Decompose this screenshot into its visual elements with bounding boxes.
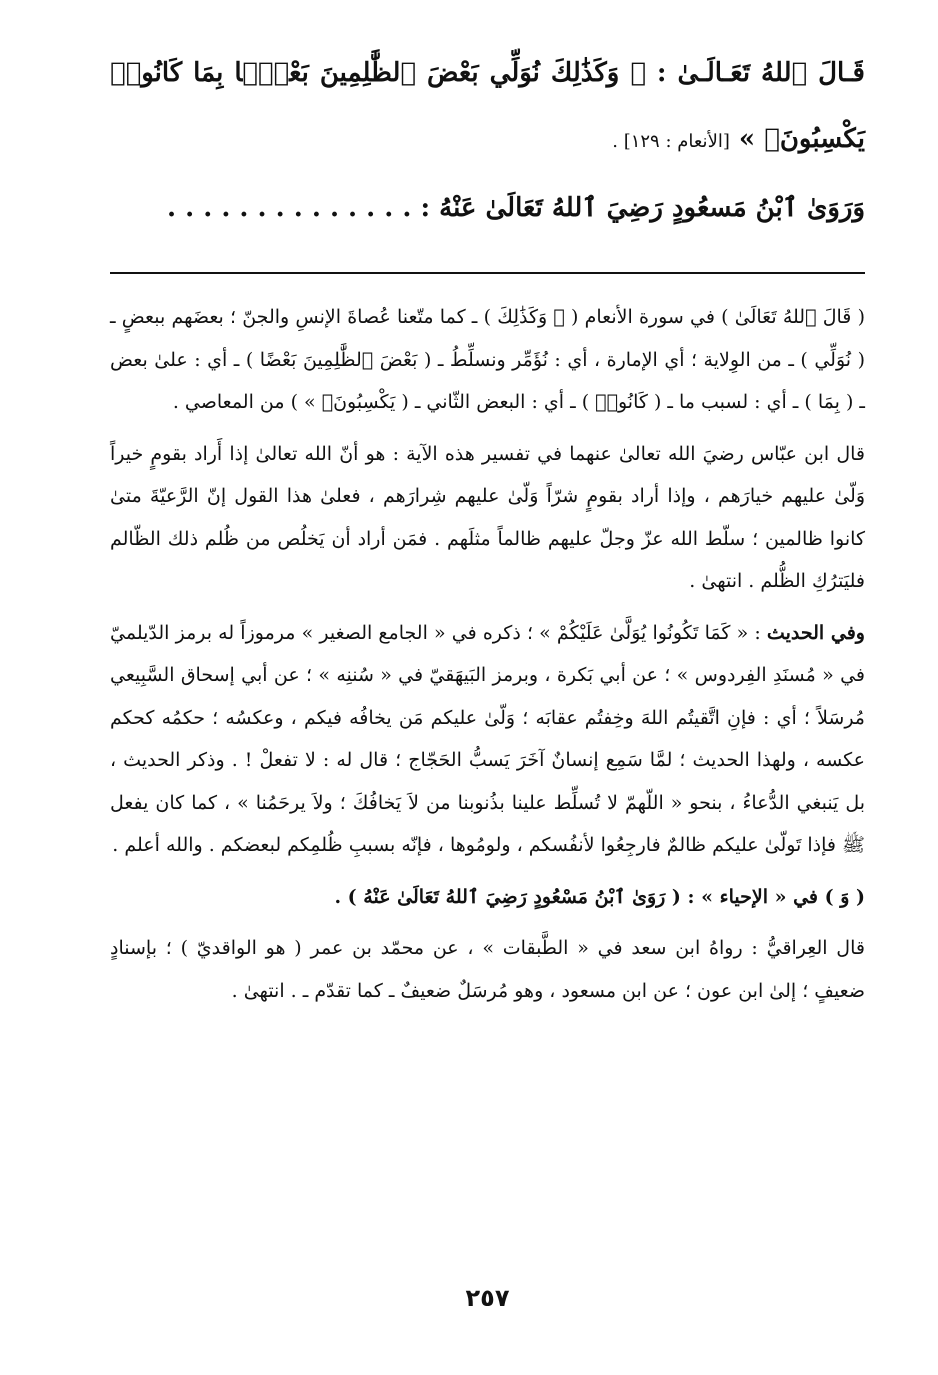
commentary-paragraph-3 xyxy=(110,612,865,867)
footnote-divider xyxy=(110,272,865,274)
verse-reference: [الأنعام : ١٢٩] . xyxy=(612,131,730,152)
matn-narration-text: وَرَوَىٰ ٱبْنُ مَسعُودٍ رَضِيَ ٱللهُ تَعَالَىٰ عَنْهُ : xyxy=(420,193,865,223)
ellipsis-dots: . . . . . . . . . . . . . . xyxy=(167,193,412,223)
matn-verse-text: قَـالَ ٱللهُ تَعَـالَـىٰ : ﴿ وَكَذَٰلِكَ نُوَلِّي بَعْضَ ٱلظَّٰلِمِينَ بَعْضًۢا بِمَا كَانُوا۟ يَكْسِبُونَ﴾ » xyxy=(110,58,865,154)
hadith-text: : « كَمَا تَكُونُوا يُوَلَّىٰ عَلَيْكُمْ » ؛ ذكره في « الجامع الصغير » مرموزاً له برمز الدّيلميّ في « مُسنَدِ الفِردوس » ؛ عن أبي بَكرة ، وبرمز البَيهَقيّ في « سُننِه » ؛ عن أبي إسحاق السَّبِيعي مُرسَلاً ؛ أي : فإنِ اتَّقيتُم اللهَ وخِفتُم عقابَه ؛ وَلّىٰ عليكم مَن يخافُه فيكم ، وعكسُه ؛ حكمُه كحكم عكسه ، ولهذا الحديث ؛ لمَّا سَمِع إنسانٌ آخَرَ يَسبُّ الحَجّاج ؛ قال له : لا تفعلْ ! . وذكر الحديث ، بل يَنبغي الدُّعاءُ ، بنحو « اللّهمّ لا تُسلِّط علينا بذُنوبنا من لاَ يَخافُكَ ؛ ولاَ يرحَمُنا » ، كما كان يفعل ﷺ فإذا تَولّىٰ عليكم ظالمٌ فارجِعُوا لأنفُسكم ، ولومُوها ، فإنّه بسببِ ظُلمِكم لبعضكم . والله أعلم . xyxy=(110,621,865,856)
hadith-lead: وفي الحديث xyxy=(766,621,865,644)
commentary-paragraph-2: قال ابن عبّاس رضيَ الله تعالىٰ عنهما في تفسير هذه الآية : هو أنّ الله تعالىٰ إذا أَراد بقومٍ خيراً وَلّىٰ عليهم خيارَهم ، وإذا أراد بقومٍ شرّاً وَلّىٰ عليهم شِرارَهم ، فعلىٰ هذا القول إنّ الرَّعيّةَ متىٰ كانوا ظالمين ؛ سلّط الله عزّ وجلّ عليهم ظالماً مثلَهم . فمَن أراد أن يَخلُص من ظُلم ذلك الظّالم فليَترُكِ الظُّلم . انتهىٰ . xyxy=(110,442,865,592)
commentary-paragraph-1: ( قَالَ ٱللهُ تَعَالَىٰ ) في سورة الأنعام ( ﴿ وَكَذَٰلِكَ ) ـ كما متّعنا عُصاةَ الإنسِ والجنّ ؛ بعضَهم ببعضٍ ـ ( نُوَلِّي ) ـ من الوِلاية ؛ أي الإمارة ، أي : نُؤَمِّر ونسلِّطُ ـ ( بَعْضَ ٱلظَّٰلِمِينَ بَعْضًا ) ـ أي : علىٰ بعض ـ ( بِمَا ) ـ أي : لسبب ما ـ ( كَانُوا۟ ) ـ أي : البعض الثّاني ـ ( يَكْسِبُونَ﴾ » ) من المعاصي . xyxy=(110,306,865,413)
commentary-paragraph-4: ( وَ ) في « الإحياء » : ( رَوَىٰ ٱبْنُ مَسْعُودٍ رَضِيَ ٱللهُ تَعَالَىٰ عَنْهُ ) . xyxy=(334,885,865,908)
matn-narration xyxy=(110,175,865,241)
commentary-block xyxy=(110,296,865,1021)
commentary-paragraph-5: قال العِراقيُّ : رواهُ ابن سعد في « الطَّبقات » ، عن محمّد بن عمر ( هو الواقديّ ) ؛ بإسنادٍ ضعيفٍ ؛ إلىٰ ابن عون ؛ عن ابن مسعود ، وهو مُرسَلٌ ضعيفٌ ـ كما تقدّم ـ . انتهىٰ . xyxy=(110,937,865,1002)
page-number: ٢٥٧ xyxy=(465,1284,510,1312)
matn-verse xyxy=(110,40,865,175)
main-text-block xyxy=(110,40,865,241)
